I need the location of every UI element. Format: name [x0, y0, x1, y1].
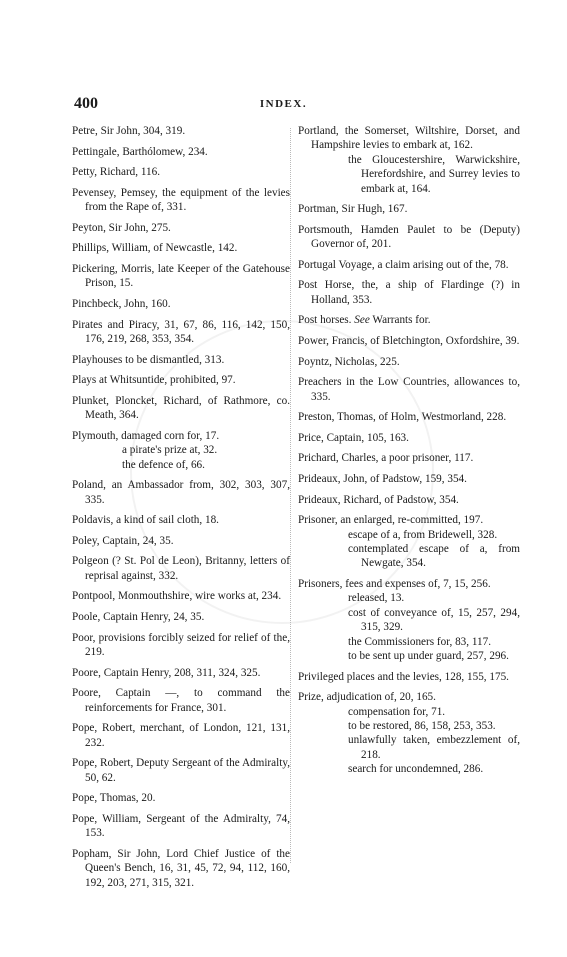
- index-entry-text: Pinchbeck, John, 160.: [72, 297, 171, 310]
- index-entry: [72, 394, 290, 423]
- index-entry: [298, 313, 520, 327]
- index-entry: [298, 258, 520, 272]
- index-entry-text: Peyton, Sir John, 275.: [72, 221, 171, 234]
- index-entry-text: Post horses.: [298, 314, 352, 327]
- index-entry: [298, 577, 520, 591]
- index-entry: [298, 375, 520, 404]
- index-entry-text: Prisoners, fees and expenses of, 7, 15, 256.: [298, 577, 491, 590]
- index-entry: [72, 610, 290, 624]
- index-entry: [72, 791, 290, 805]
- index-entry: [72, 353, 290, 367]
- index-entry: [298, 124, 520, 153]
- index-entry: [72, 186, 290, 215]
- index-entry: [298, 223, 520, 252]
- index-entry-text: Portland, the Somerset, Wiltshire, Dorset, and Hampshire levies to embark at, 162.: [298, 125, 520, 152]
- index-entry-text: Phillips, William, of Newcastle, 142.: [72, 242, 238, 255]
- index-entry-text: Poley, Captain, 24, 35.: [72, 534, 174, 547]
- index-subentry: cost of conveyance of, 15, 257, 294, 315, 329.: [348, 606, 520, 634]
- index-subentry: the defence of, 66.: [122, 458, 205, 471]
- index-entry-text: Poldavis, a kind of sail cloth, 18.: [72, 514, 219, 527]
- index-entry-text: Prideaux, John, of Padstow, 159, 354.: [298, 472, 467, 485]
- index-entry: [72, 373, 290, 387]
- index-entry-text: Portman, Sir Hugh, 167.: [298, 203, 408, 216]
- index-entry: [298, 410, 520, 424]
- index-entry: [72, 318, 290, 347]
- index-entry-text: Plunket, Ploncket, Richard, of Rathmore, co. Meath, 364.: [72, 394, 290, 422]
- index-entry-text: Polgeon (? St. Pol de Leon), Britanny, letters of reprisal against, 332.: [72, 555, 290, 582]
- index-entry: [298, 493, 520, 507]
- index-entry: [298, 472, 520, 486]
- index-entry-text: Playhouses to be dismantled, 313.: [72, 353, 225, 366]
- index-subentry: compensation for, 71.: [348, 705, 446, 718]
- index-subentry: a pirate's prize at, 32.: [122, 444, 218, 457]
- index-entry: [298, 355, 520, 369]
- index-entry-text: Pontpool, Monmouthshire, wire works at, 234.: [72, 590, 282, 603]
- index-entry: [72, 847, 290, 890]
- index-entry-text: Plays at Whitsuntide, prohibited, 97.: [72, 374, 236, 387]
- index-entry-text: Prisoner, an enlarged, re-committed, 197.: [298, 514, 484, 527]
- index-entry-text: Prize, adjudication of, 20, 165.: [298, 691, 436, 704]
- index-entry: [298, 670, 520, 684]
- index-entry-text: Preachers in the Low Countries, allowances to, 335.: [298, 376, 520, 403]
- index-entry-text: Pirates and Piracy, 31, 67, 86, 116, 142, 150, 176, 219, 268, 353, 354.: [72, 318, 290, 345]
- index-column-right: [298, 124, 520, 783]
- index-entry-text: Prichard, Charles, a poor prisoner, 117.: [298, 452, 474, 465]
- index-subentry: the Commissioners for, 83, 117.: [348, 635, 492, 648]
- index-entry: [298, 278, 520, 307]
- index-subentry: unlawfully taken, embezzlement of, 218.: [348, 734, 520, 761]
- index-entry-text: Poore, Captain —, to command the reinforcements for France, 301.: [72, 687, 290, 714]
- index-subentry: to be restored, 86, 158, 253, 353.: [348, 720, 496, 732]
- index-entry: [298, 431, 520, 445]
- index-entry: [72, 666, 290, 680]
- index-entry: [72, 554, 290, 583]
- index-entry: [72, 221, 290, 235]
- index-entry: [72, 534, 290, 548]
- index-entry: [72, 124, 290, 138]
- index-column-left: [72, 124, 290, 896]
- index-entry-text: Popham, Sir John, Lord Chief Justice of the Queen's Bench, 16, 31, 45, 72, 94, 112, 160, 192, 203, 271, 315, 321.: [72, 847, 290, 889]
- index-entry-text: Poyntz, Nicholas, 225.: [298, 355, 400, 368]
- index-entry-text: Portugal Voyage, a claim arising out of the, 78.: [298, 258, 509, 271]
- see-reference: See: [354, 314, 370, 327]
- index-entry: [72, 686, 290, 715]
- index-entry-text: Privileged places and the levies, 128, 155, 175.: [298, 670, 509, 683]
- index-entry: [72, 165, 290, 179]
- index-entry: [298, 513, 520, 527]
- index-entry: [72, 297, 290, 311]
- index-entry: [298, 690, 520, 704]
- index-entry: [72, 241, 290, 255]
- index-entry: [72, 721, 290, 750]
- index-entry-text: Plymouth, damaged corn for, 17.: [72, 429, 220, 442]
- index-entry: [72, 262, 290, 291]
- index-entry-text: Price, Captain, 105, 163.: [298, 431, 409, 444]
- index-subentry: escape of a, from Bridewell, 328.: [348, 528, 498, 541]
- index-entry-text: Power, Francis, of Bletchington, Oxfordshire, 39.: [298, 335, 520, 347]
- index-subentry: contemplated escape of a, from Newgate, 354.: [348, 542, 520, 570]
- index-entry-text: Prideaux, Richard, of Padstow, 354.: [298, 493, 459, 506]
- index-entry-text: Pope, Thomas, 20.: [72, 792, 156, 805]
- index-entry: [72, 812, 290, 841]
- column-divider: [290, 128, 291, 863]
- index-entry-text: Pettingale, Barthólomew, 234.: [72, 145, 208, 158]
- index-entry: [72, 478, 290, 507]
- index-entry: [72, 429, 290, 443]
- index-entry: [72, 513, 290, 527]
- index-entry-text: Post Horse, the, a ship of Flardinge (?) in Holland, 353.: [298, 279, 520, 306]
- index-entry-text: Poland, an Ambassador from, 302, 303, 307, 335.: [72, 479, 290, 506]
- running-head: INDEX.: [259, 98, 308, 110]
- index-entry-text: Preston, Thomas, of Holm, Westmorland, 228.: [298, 411, 507, 424]
- index-entry-text: Pope, William, Sergeant of the Admiralty, 74, 153.: [72, 812, 290, 840]
- index-subentry: search for uncondemned, 286.: [348, 763, 484, 776]
- index-entry-text: Portsmouth, Hamden Paulet to be (Deputy) Governor of, 201.: [298, 223, 520, 251]
- index-entry: [298, 202, 520, 216]
- index-entry: [72, 631, 290, 660]
- index-subentry: the Gloucestershire, Warwickshire, Herefordshire, and Surrey levies to embark at, 164.: [348, 153, 520, 195]
- index-entry-text: Poore, Captain Henry, 208, 311, 324, 325.: [72, 666, 261, 679]
- index-entry-text: Poole, Captain Henry, 24, 35.: [72, 610, 205, 623]
- index-entry-text: Pope, Robert, merchant, of London, 121, 131, 232.: [72, 722, 290, 749]
- index-subentry: to be sent up under guard, 257, 296.: [348, 650, 509, 662]
- index-entry: [72, 145, 290, 159]
- index-entry: [72, 756, 290, 785]
- page-number: 400: [74, 95, 98, 112]
- index-entry-text: Pickering, Morris, late Keeper of the Gatehouse Prison, 15.: [72, 262, 290, 290]
- index-entry: [298, 334, 520, 348]
- index-entry-text: Pevensey, Pemsey, the equipment of the levies from the Rape of, 331.: [72, 186, 290, 214]
- index-entry-text: Petre, Sir John, 304, 319.: [72, 125, 186, 137]
- index-entry-text: Poor, provisions forcibly seized for relief of the, 219.: [72, 631, 290, 658]
- index-entry-text: Pope, Robert, Deputy Sergeant of the Admiralty, 50, 62.: [72, 757, 290, 784]
- index-entry: [298, 451, 520, 465]
- index-entry-text: Petty, Richard, 116.: [72, 166, 161, 179]
- see-target: Warrants for.: [372, 314, 431, 327]
- index-subentry: released, 13.: [348, 592, 405, 605]
- index-entry: [72, 589, 290, 603]
